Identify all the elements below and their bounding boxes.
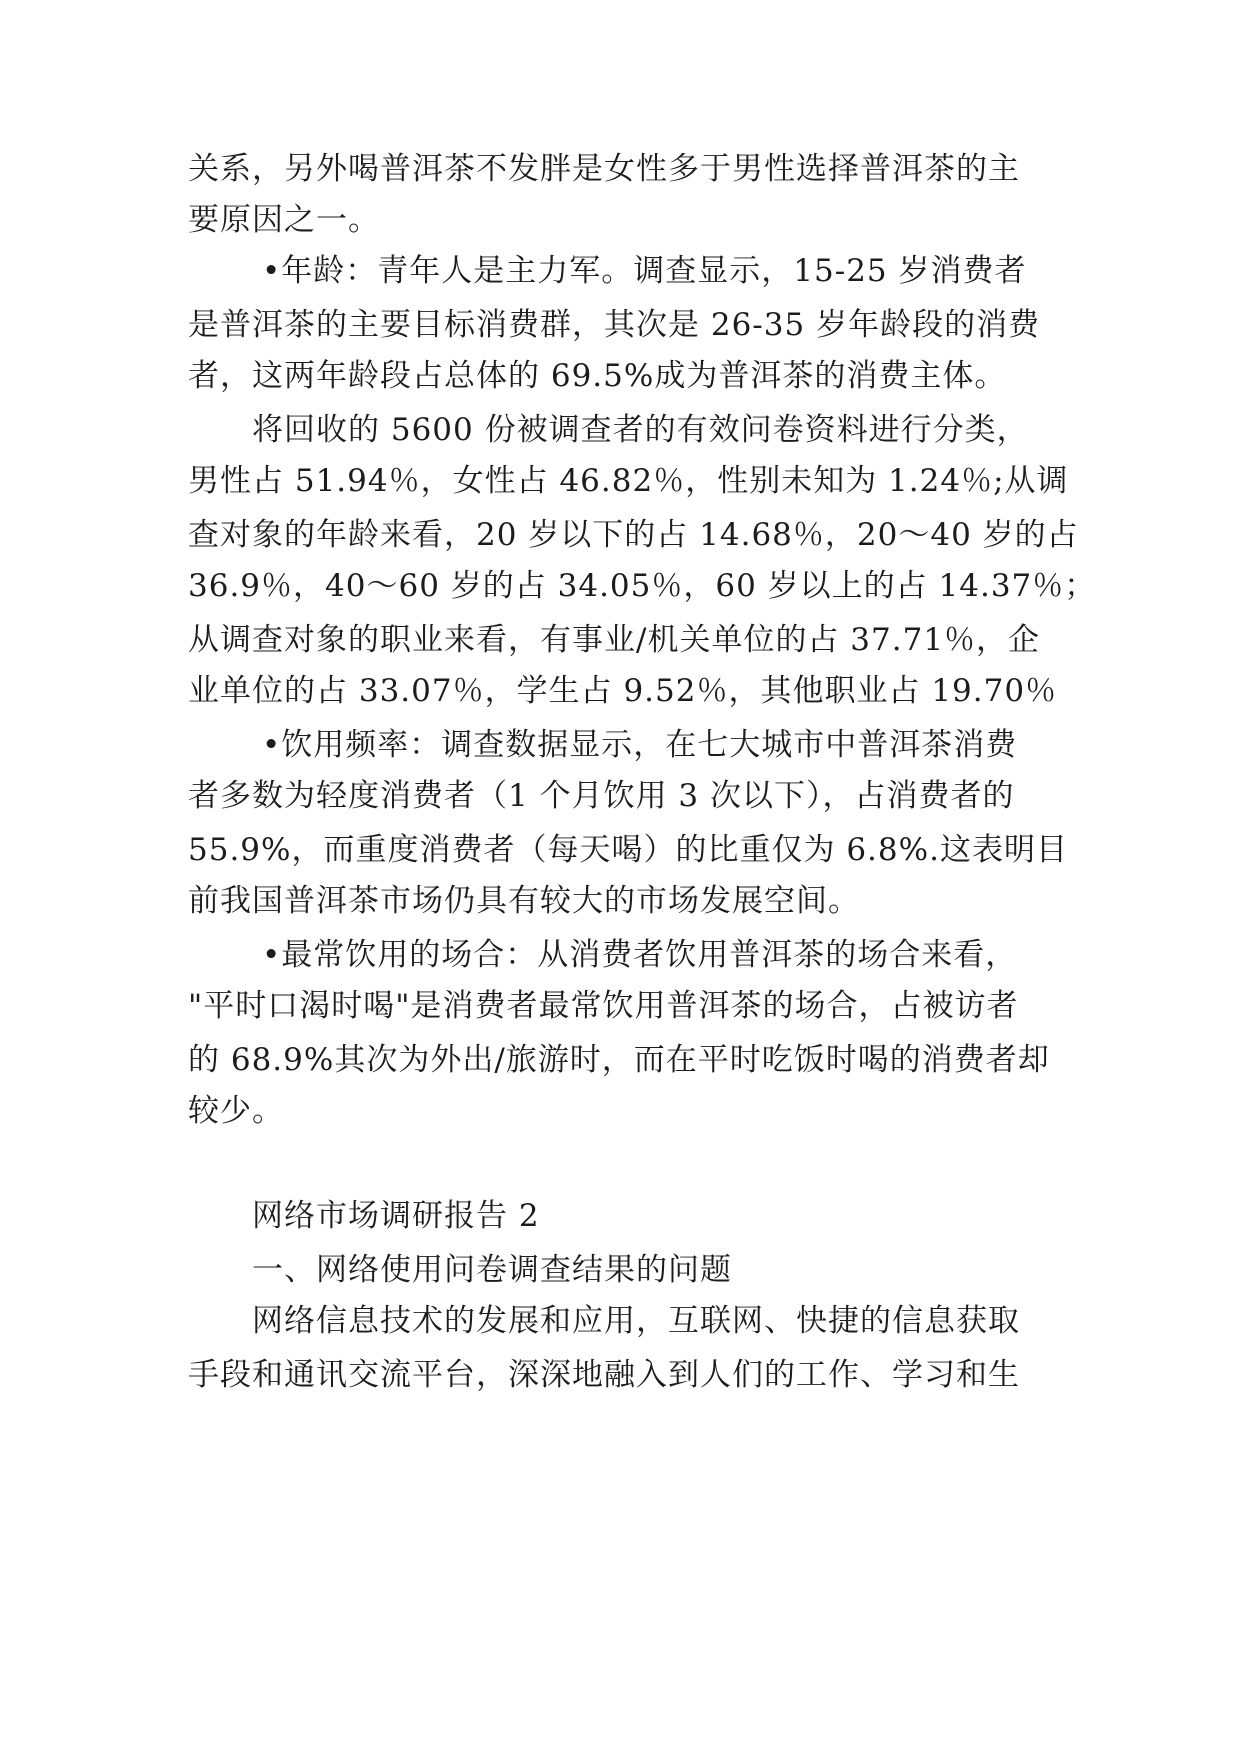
text-line: 者多数为轻度消费者（1 个月饮用 3 次以下），占消费者的 xyxy=(188,778,1015,814)
paragraph-start: 网络信息技术的发展和应用，互联网、快捷的信息获取 xyxy=(252,1303,1020,1339)
text-line: 55.9%，而重度消费者（每天喝）的比重仅为 6.8%.这表明目 xyxy=(188,832,1068,868)
text-line: "平时口渴时喝"是消费者最常饮用普洱茶的场合，占被访者 xyxy=(188,988,1019,1024)
section-heading: 一、网络使用问卷调查结果的问题 xyxy=(252,1252,732,1288)
bullet-paragraph-occasion: •最常饮用的场合：从消费者饮用普洱茶的场合来看， xyxy=(262,937,1018,973)
text-line: 是普洱茶的主要目标消费群，其次是 26-35 岁年龄段的消费 xyxy=(188,307,1041,343)
text-line: 业单位的占 33.07％，学生占 9.52％，其他职业占 19.70％ xyxy=(188,673,1058,709)
bullet-paragraph-frequency: •饮用频率：调查数据显示，在七大城市中普洱茶消费 xyxy=(262,727,1018,763)
text-line: 男性占 51.94％，女性占 46.82％，性别未知为 1.24％;从调 xyxy=(188,463,1069,499)
text-line: 从调查对象的职业来看，有事业/机关单位的占 37.71％，企 xyxy=(188,622,1041,658)
section-title: 网络市场调研报告 2 xyxy=(252,1198,540,1234)
paragraph-start: 将回收的 5600 份被调查者的有效问卷资料进行分类， xyxy=(252,412,1029,448)
text-line: 36.9％，40～60 岁的占 34.05％，60 岁以上的占 14.37％； xyxy=(188,568,1097,604)
text-line: 关系，另外喝普洱茶不发胖是女性多于男性选择普洱茶的主 xyxy=(188,151,1020,187)
text-line: 前我国普洱茶市场仍具有较大的市场发展空间。 xyxy=(188,883,860,919)
text-line: 较少。 xyxy=(188,1093,284,1129)
text-line: 者，这两年龄段占总体的 69.5%成为普洱茶的消费主体。 xyxy=(188,358,1007,394)
text-line: 查对象的年龄来看，20 岁以下的占 14.68％，20～40 岁的占 xyxy=(188,517,1079,553)
text-line: 要原因之一。 xyxy=(188,202,380,238)
text-line: 的 68.9%其次为外出/旅游时，而在平时吃饭时喝的消费者却 xyxy=(188,1042,1050,1078)
bullet-paragraph-age: •年龄：青年人是主力军。调查显示，15-25 岁消费者 xyxy=(262,253,1027,289)
text-line: 手段和通讯交流平台，深深地融入到人们的工作、学习和生 xyxy=(188,1357,1020,1393)
